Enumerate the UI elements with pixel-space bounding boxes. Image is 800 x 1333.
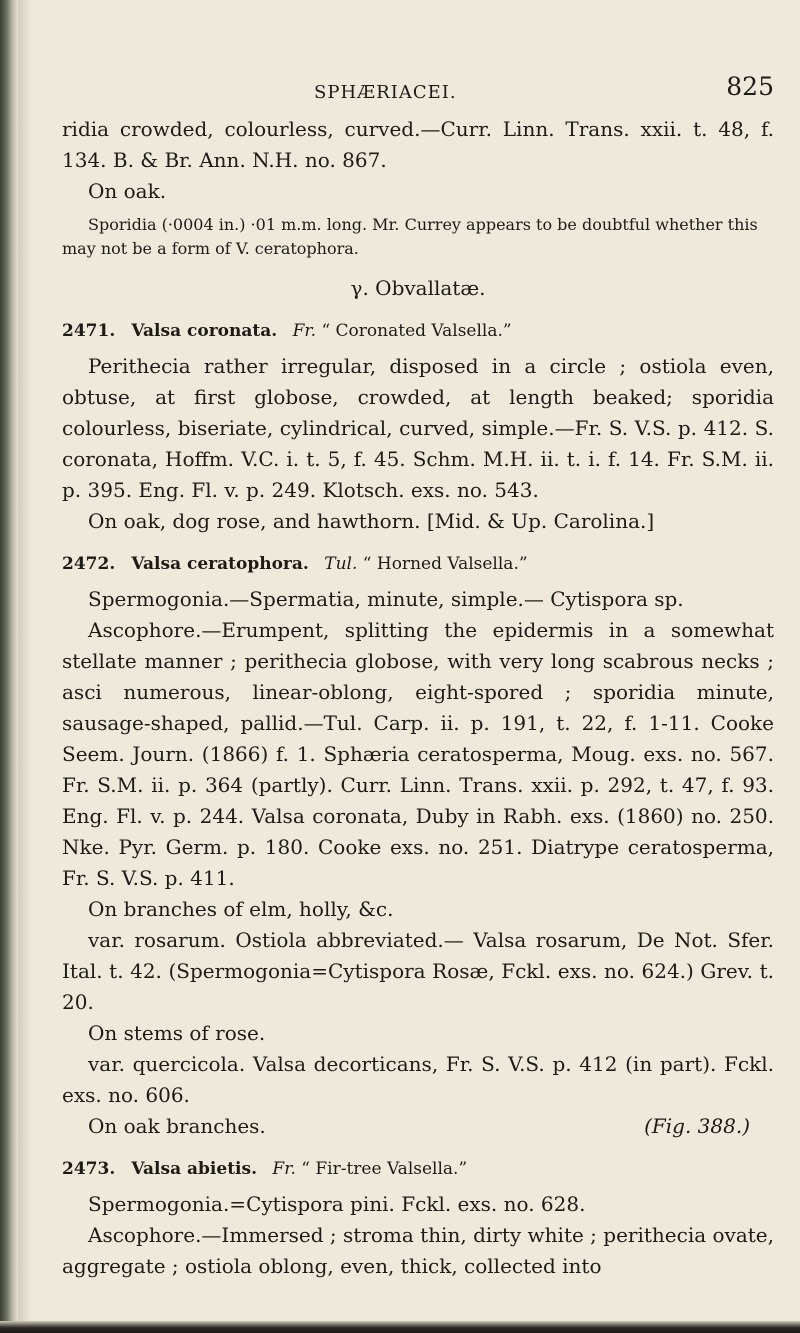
- footnote-sporidia: Sporidia (·0004 in.) ·01 m.m. long. Mr. Currey appears to be doubtful whether this may not be a form of V. ceratophora.: [62, 215, 758, 258]
- variety-quercicola-habitat: On oak branches.: [88, 1114, 266, 1138]
- variety-quercicola-habitat-line: [62, 1111, 774, 1142]
- species-number: 2471.: [62, 321, 116, 341]
- common-name: “ Fir-tree Valsella.”: [301, 1159, 468, 1179]
- species-2471-heading: [62, 316, 774, 347]
- species-number: 2472.: [62, 554, 116, 574]
- variety-quercicola: var. quercicola. Valsa decorticans, Fr. S. V.S. p. 412 (in part). Fckl. exs. no. 606.: [62, 1052, 774, 1107]
- species-2473-heading: [62, 1154, 774, 1185]
- book-spine-edge: [0, 0, 18, 1333]
- species-2472-habitat: On branches of elm, holly, &c.: [88, 897, 394, 921]
- species-authority: Fr.: [292, 321, 317, 341]
- section-heading: γ. Obvallatæ.: [350, 276, 486, 300]
- running-title: SPHÆRIACEI.: [314, 82, 457, 103]
- species-2472-ascophore: Ascophore.—Erumpent, splitting the epidermis in a somewhat stellate manner ; perithecia globose, with very long scabrous necks ; asci numerous, linear-oblong, eight-spored ; sporidia minute, sausage-shaped, pallid.—Tul. Carp. ii. p. 191, t. 22, f. 1-11. Cooke Seem. Journ. (1866) f. 1. Sphæria ceratosperma, Moug. exs. no. 567. Fr. S.M. ii. p. 364 (partly). Curr. Linn. Trans. xxii. p. 292, t. 47, f. 93. Eng. Fl. v. p. 244. Valsa coronata, Duby in Rabh. exs. (1860) no. 250. Nke. Pyr. Germ. p. 180. Cooke exs. no. 251. Diatrype ceratosperma, Fr. S. V.S. p. 411.: [62, 618, 774, 890]
- common-name: “ Coronated Valsella.”: [321, 321, 512, 341]
- variety-rosarum: var. rosarum. Ostiola abbreviated.— Valsa rosarum, De Not. Sfer. Ital. t. 42. (Spermogonia=Cytispora Rosæ, Fckl. exs. no. 624.) Grev. t. 20.: [62, 928, 774, 1014]
- common-name: “ Horned Valsella.”: [362, 554, 528, 574]
- species-2471-habitat: On oak, dog rose, and hawthorn. [Mid. & Up. Carolina.]: [88, 509, 655, 533]
- spine-shadow: [18, 0, 32, 1333]
- species-authority: Fr.: [272, 1159, 296, 1179]
- species-2472-heading: [62, 549, 774, 580]
- species-name: Valsa abietis.: [131, 1159, 257, 1179]
- species-number: 2473.: [62, 1159, 116, 1179]
- species-authority: Tul.: [324, 554, 358, 574]
- paragraph-continuation: ridia crowded, colourless, curved.—Curr. Linn. Trans. xxii. t. 48, f. 134. B. & Br. Ann. N.H. no. 867.: [62, 117, 774, 172]
- page-number: 825: [726, 72, 774, 101]
- species-2472-spermogonia: Spermogonia.—Spermatia, minute, simple.— Cytispora sp.: [88, 587, 684, 611]
- species-name: Valsa coronata.: [131, 321, 278, 341]
- page-header: [62, 72, 774, 114]
- habitat-oak: On oak.: [88, 179, 167, 203]
- page: [62, 72, 774, 1282]
- species-2473-spermogonia: Spermogonia.=Cytispora pini. Fckl. exs. no. 628.: [88, 1192, 586, 1216]
- species-2471-description: Perithecia rather irregular, disposed in a circle ; ostiola even, obtuse, at first globose, crowded, at length beaked; sporidia colourless, biseriate, cylindrical, curved, simple.—Fr. S. V.S. p. 412. S. coronata, Hoffm. V.C. i. t. 5, f. 45. Schm. M.H. ii. t. i. f. 14. Fr. S.M. ii. p. 395. Eng. Fl. v. p. 249. Klotsch. exs. no. 543.: [62, 354, 774, 502]
- variety-rosarum-habitat: On stems of rose.: [88, 1021, 266, 1045]
- figure-reference: (Fig. 388.): [644, 1114, 750, 1138]
- species-2473-ascophore: Ascophore.—Immersed ; stroma thin, dirty white ; perithecia ovate, aggregate ; ostiola oblong, even, thick, collected into: [62, 1223, 774, 1278]
- species-name: Valsa ceratophora.: [131, 554, 309, 574]
- page-bottom-edge: [0, 1321, 800, 1333]
